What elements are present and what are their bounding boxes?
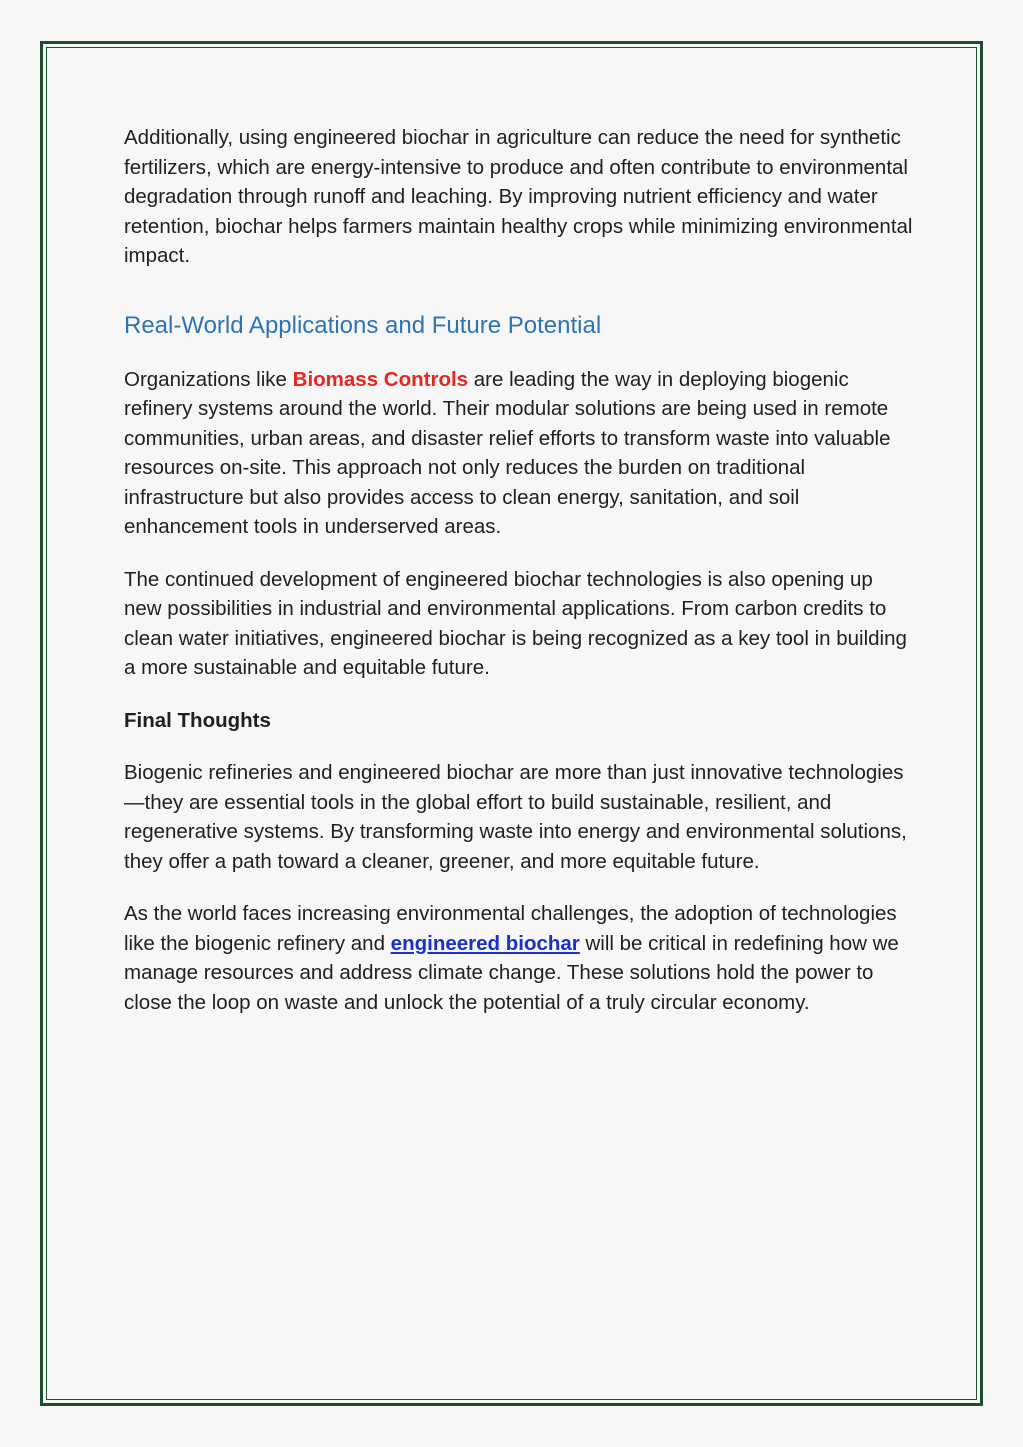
paragraph-text: will be critical in redefining how we manage resources and address climate change. These solutions hold the power to close the loop on waste and unlock the potential of a truly circular economy.	[124, 931, 899, 1014]
paragraph-biogenic-refineries: Biogenic refineries and engineered biochar are more than just innovative technologies—they are essential tools in the global effort to build sustainable, resilient, and regenerative systems. By transforming waste into energy and environmental solutions, they offer a path toward a cleaner, greener, and more equitable future.	[124, 761, 907, 873]
paragraph-fertilizers: Additionally, using engineered biochar in agriculture can reduce the need for synthetic fertilizers, which are energy-intensive to produce and often contribute to environmental degradation through runoff and leaching. By improving nutrient efficiency and water retention, biochar helps farmers maintain healthy crops while minimizing environmental impact.	[124, 126, 913, 267]
paragraph-text: Organizations like	[124, 367, 293, 391]
paragraph-text: are leading the way in deploying biogenic refinery systems around the world. Their modular solutions are being used in remote communities, urban areas, and disaster relief efforts to transform waste into valuable resources on-site. This approach not only reduces the burden on traditional infrastructure but also provides access to clean energy, sanitation, and soil enhancement tools in underserved areas.	[124, 367, 891, 538]
paragraph-text: As the world faces increasing environmental challenges, the adoption of technologies like the biogenic refinery and	[124, 902, 897, 955]
paragraph-continued-development: The continued development of engineered biochar technologies is also opening up new possibilities in industrial and environmental applications. From carbon credits to clean water initiatives, engineered biochar is being recognized as a key tool in building a more sustainable and equitable future.	[124, 567, 907, 679]
paragraph-world-challenges	[124, 899, 914, 1017]
brand-name-biomass-controls: Biomass Controls	[292, 367, 469, 391]
paragraph-organizations	[124, 365, 914, 542]
section-heading-final-thoughts: Final Thoughts	[124, 708, 271, 732]
section-heading-applications: Real-World Applications and Future Potential	[124, 311, 602, 339]
engineered-biochar-link[interactable]: engineered biochar	[390, 931, 580, 955]
document-body	[124, 123, 914, 1017]
